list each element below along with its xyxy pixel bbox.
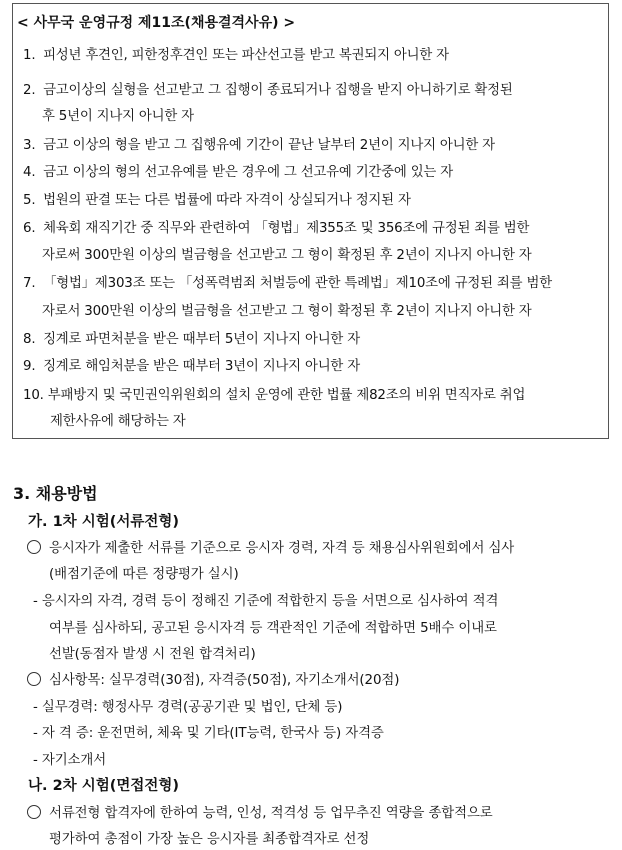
bullet-text: 서류전형 합격자에 한하여 능력, 인성, 적격성 등 업무추진 역량을 종합적으로 [49,806,493,821]
bullet-item [27,669,399,688]
dash-item: - 자 격 증: 운전면허, 체육 및 기타(IT능력, 한국사 등) 자격증 [33,726,384,741]
rule-item-1 [23,44,449,63]
section-title: 3. 채용방법 [13,484,98,503]
rule-item-6 [23,217,529,236]
bullet-text: 심사항목: 실무경력(30점), 자격증(50점), 자기소개서(20점) [49,673,400,688]
dash-item: - 실무경력: 행정사무 경력(공공기관 및 법인, 단체 등) [33,700,343,715]
dash-item-cont: 여부를 심사하되, 공고된 응시자격 등 객관적인 기준에 적합하면 5배수 이내로 [49,621,497,636]
rule-number: 6. [23,221,36,236]
rule-number: 2. [23,83,36,98]
box-title: < 사무국 운영규정 제11조(채용결격사유) > [17,15,296,31]
rule-number: 4. [23,165,36,180]
subsection-title-2: 나. 2차 시험(면접전형) [28,778,180,794]
subsection-title-1: 가. 1차 시험(서류전형) [28,514,180,530]
rule-text: 금고 이상의 형을 받고 그 집행유예 기간이 끝난 날부터 2년이 지나지 아니한 자 [43,138,495,153]
rule-item-2 [23,79,513,98]
rule-number: 7. [23,276,36,291]
rule-text: 부패방지 및 국민권익위원회의 설치 운영에 관한 법률 제82조의 비위 면직자로 취업 [47,388,526,403]
bullet-text-cont: 평가하여 총점이 가장 높은 응시자를 최종합격자로 선정 [49,832,370,847]
rule-item-2-cont: 후 5년이 지나지 아니한 자 [42,109,194,124]
rule-item-7 [23,272,552,291]
dash-item: - 자기소개서 [33,753,107,768]
rule-item-8 [23,328,360,347]
bullet-item [27,802,493,821]
rule-item-10-cont: 제한사유에 해당하는 자 [50,414,186,429]
dash-item: - 응시자의 자격, 경력 등이 정해진 기준에 적합한지 등을 서면으로 심사하여 적격 [33,594,499,609]
bullet-text: 응시자가 제출한 서류를 기준으로 응시자 경력, 자격 등 채용심사위원회에서 심사 [49,541,515,556]
rule-number: 5. [23,193,36,208]
rule-text: 징계로 파면처분을 받은 때부터 5년이 지나지 아니한 자 [43,332,360,347]
rule-number: 10. [23,388,44,403]
rule-item-5 [23,189,411,208]
circle-bullet-icon [27,805,41,819]
circle-bullet-icon [27,540,41,554]
rule-item-7-cont: 자로서 300만원 이상의 벌금형을 선고받고 그 형이 확정된 후 2년이 지나지 아니한 자 [42,304,532,319]
rule-text: 금고이상의 실형을 선고받고 그 집행이 종료되거나 집행을 받지 아니하기로 확정된 [43,83,513,98]
rule-text: 피성년 후견인, 피한정후견인 또는 파산선고를 받고 복권되지 아니한 자 [43,48,449,63]
rule-item-3 [23,134,495,153]
rule-text: 체육회 재직기간 중 직무와 관련하여 「형법」제355조 및 356조에 규정된 죄를 범한 [43,221,530,236]
rule-number: 3. [23,138,36,153]
disqualification-box [12,3,609,439]
rule-item-4 [23,161,453,180]
dash-item-cont: 선발(동점자 발생 시 전원 합격처리) [49,647,256,662]
rule-text: 징계로 해임처분을 받은 때부터 3년이 지나지 아니한 자 [43,359,360,374]
rule-text: 「형법」제303조 또는 「성폭력범죄 처벌등에 관한 특례법」제10조에 규정된 죄를 범한 [43,276,552,291]
bullet-item [27,537,514,556]
rule-item-10 [23,384,525,403]
rule-number: 9. [23,359,36,374]
bullet-text-cont: (배점기준에 따른 정량평가 실시) [49,567,239,582]
rule-text: 법원의 판결 또는 다른 법률에 따라 자격이 상실되거나 정지된 자 [43,193,411,208]
rule-number: 8. [23,332,36,347]
circle-bullet-icon [27,672,41,686]
rule-item-6-cont: 자로써 300만원 이상의 벌금형을 선고받고 그 형이 확정된 후 2년이 지나지 아니한 자 [42,248,532,263]
rule-item-9 [23,355,360,374]
rule-number: 1. [23,48,36,63]
rule-text: 금고 이상의 형의 선고유예를 받은 경우에 그 선고유예 기간중에 있는 자 [43,165,453,180]
